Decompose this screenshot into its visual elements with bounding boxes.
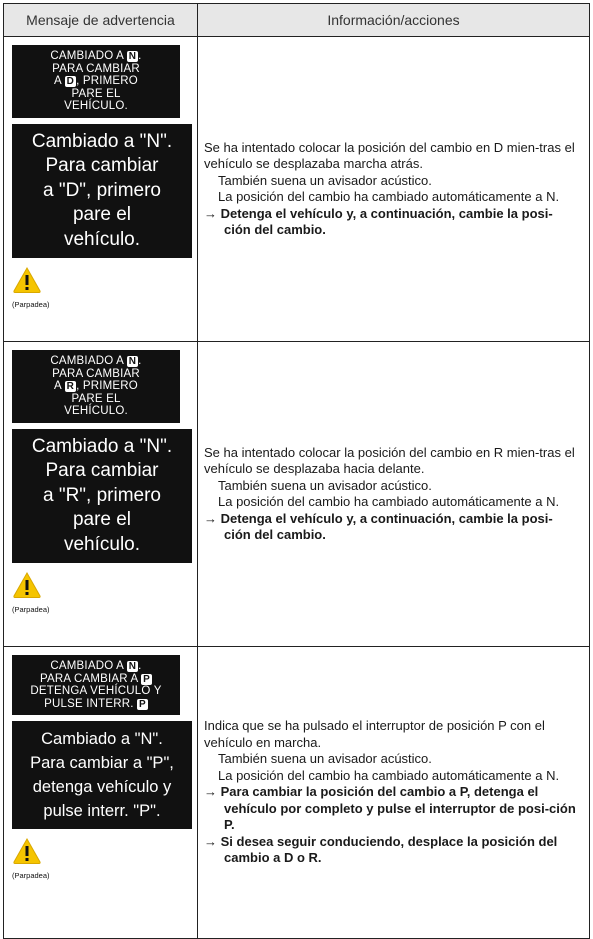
action-item [204,834,579,867]
large-text: Cambiado a "N". [41,730,163,748]
info-text: Se ha intentado colocar la posición del cambio en D mien-tras el vehículo se desplazaba marcha atrás. [204,139,575,171]
large-text: Para cambiar [45,155,159,176]
gear-key-icon: P [143,673,151,685]
large-text: Para cambiar a "P", [30,754,174,772]
info-cell [198,342,590,647]
small-text: PARA CAMBIAR A [39,672,142,685]
warning-cell [4,37,198,342]
info-cell [198,37,590,342]
blink-label: (Parpadea) [12,871,50,880]
info-cell [198,647,590,939]
info-subtext: La posición del cambio ha cambiado automáticamente a N. [218,189,560,204]
small-text: VEHÍCULO. [64,100,128,112]
table-header [4,4,590,37]
header-warning-message: Mensaje de advertencia [4,4,198,37]
action-item [204,511,579,544]
table-row [4,37,590,342]
small-text: PARA CAMBIAR [52,62,140,75]
info-subtext: La posición del cambio ha cambiado automáticamente a N. [218,767,560,783]
arrow-icon: → [204,833,217,849]
large-text: Cambiado a "N". [31,435,173,457]
blink-label: (Parpadea) [12,605,50,614]
info-subtext: La posición del cambio ha cambiado automáticamente a N. [218,494,560,509]
small-text: DETENGA VEHÍCULO Y [30,685,162,697]
gear-key-icon: D [66,76,75,87]
gear-key-icon: R [66,381,75,392]
arrow-icon: → [204,205,217,221]
large-text: Para cambiar [45,460,159,481]
large-text: a "D", primero [42,179,162,201]
info-subtext: También suena un avisador acústico. [218,172,432,188]
arrow-icon: → [204,784,217,800]
gear-key-icon: P [139,698,146,710]
small-text: , PRIMERO [76,75,138,87]
large-text: vehículo. [63,228,141,250]
display-message-small: CAMBIADO A N . PARA CAMBIAR A P DETENGA VEHÍCULO Y PULSE INTERR. P [12,655,180,715]
small-text: VEHÍCULO. [64,405,128,417]
warning-cell [4,647,198,939]
warning-triangle-icon [12,837,52,870]
large-text: pare el [72,509,132,530]
gear-key-icon: N [128,661,137,672]
small-text: PARA CAMBIAR [52,367,140,380]
display-message-small: CAMBIADO A N . PARA CAMBIAR A D , PRIMERO PARE EL VEHÍCULO. [12,45,180,118]
large-text: pare el [72,204,132,225]
header-info-actions: Información/acciones [198,4,590,37]
warning-cell [4,342,198,647]
info-subtext: También suena un avisador acústico. [218,751,432,767]
large-text: pulse interr. "P". [43,802,161,820]
gear-key-icon: N [128,356,137,367]
display-message-large [12,429,192,564]
warning-table [3,3,590,939]
small-text: PARE EL [71,392,121,405]
small-text: CAMBIADO A [50,50,127,62]
display-message-large [12,721,192,829]
large-text: vehículo. [63,533,141,555]
action-text: Detenga el vehículo y, a continuación, cambie la posi-ción del cambio. [220,205,553,237]
warning-triangle-icon [12,266,52,299]
small-text: , PRIMERO [76,380,138,392]
display-message-small: CAMBIADO A N . PARA CAMBIAR A R , PRIMERO PARE EL VEHÍCULO. [12,350,180,423]
small-text: CAMBIADO A [50,355,127,367]
display-message-large [12,124,192,259]
small-text: A [54,75,65,87]
info-text: Indica que se ha pulsado el interruptor de posición P con el vehículo en marcha. [204,718,545,750]
action-text: Detenga el vehículo y, a continuación, cambie la posi-ción del cambio. [220,510,553,542]
table-row [4,647,590,939]
action-item [204,206,579,239]
large-text: a "R", primero [42,484,162,506]
action-item [204,784,579,834]
table-row [4,342,590,647]
action-text: Para cambiar la posición del cambio a P, detenga el vehículo por completo y pulse el interruptor de posi-ción P. [220,784,576,833]
warning-triangle-icon [12,571,52,604]
small-text: A [54,380,65,392]
large-text: Cambiado a "N". [31,130,173,152]
action-text: Si desea seguir conduciendo, desplace la posición del cambio a D o R. [220,833,558,866]
info-subtext: También suena un avisador acústico. [218,477,432,493]
small-text: PULSE INTERR. [44,697,138,710]
blink-label: (Parpadea) [12,300,50,309]
small-text: PARE EL [71,87,121,100]
arrow-icon: → [204,510,217,526]
large-text: detenga vehículo y [32,778,172,796]
small-text: CAMBIADO A [50,660,127,672]
gear-key-icon: N [128,51,137,62]
info-text: Se ha intentado colocar la posición del cambio en R mien-tras el vehículo se desplazaba hacia delante. [204,444,575,476]
